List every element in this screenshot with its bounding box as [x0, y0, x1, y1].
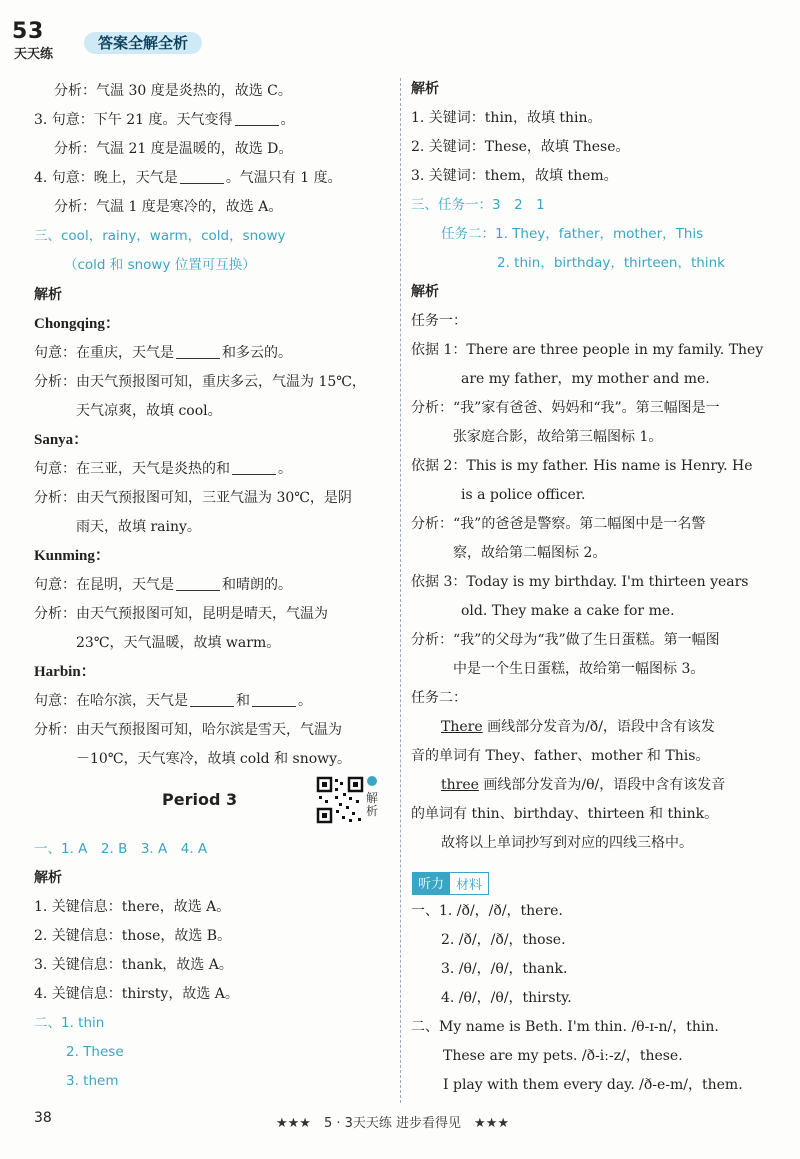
- qr-code[interactable]: [316, 776, 364, 824]
- svg-text:5: 5: [12, 19, 28, 44]
- answer-line: 2. thin，birthday，thirteen，think: [497, 255, 725, 271]
- text-line: 1. 关键信息：there，故选 A。: [34, 899, 231, 915]
- text-line: 句意：在重庆，天气是 和多云的。: [34, 345, 292, 361]
- answer-line: 2. These: [66, 1044, 124, 1060]
- answer-blank: [232, 460, 276, 475]
- logo: [8, 16, 82, 64]
- section-heading: 解析: [34, 870, 62, 886]
- city-heading: Kunming：: [34, 548, 110, 564]
- text-line: I play with them every day. /ð-e-m/，them.: [443, 1077, 743, 1093]
- text-line: 2. 关键信息：those，故选 B。: [34, 928, 232, 944]
- text-line: 分析：气温 21 度是温暖的，故选 D。: [54, 141, 293, 157]
- answer-blank: [235, 111, 279, 126]
- text-line: 故将以上单词抄写到对应的四线三格中。: [441, 835, 693, 851]
- text-line: 分析：气温 30 度是炎热的，故选 C。: [54, 83, 292, 99]
- text-line: 23℃，天气温暖，故填 warm。: [76, 635, 281, 651]
- text-line: 依据 1：There are three people in my family. They: [411, 342, 764, 358]
- column-divider: [400, 78, 401, 1103]
- answer-line: 三、任务一：3 2 1: [411, 197, 545, 213]
- text-line: 3. 关键词：them，故填 them。: [411, 168, 618, 184]
- text-line: 句意：在哈尔滨，天气是 和 。: [34, 693, 312, 709]
- text-line: 天气凉爽，故填 cool。: [76, 403, 222, 419]
- section-heading: 解析: [411, 284, 439, 300]
- text-line: are my father，my mother and me.: [461, 371, 710, 387]
- answer-blank: [180, 169, 224, 184]
- text-line: 雨天，故填 rainy。: [76, 519, 201, 535]
- answer-line: 3. them: [66, 1073, 119, 1089]
- play-icon: [367, 776, 377, 786]
- answer-line: 二、1. thin: [34, 1015, 105, 1031]
- text-line: 2. 关键词：These，故填 These。: [411, 139, 630, 155]
- text-line: 3. 句意：下午 21 度。天气变得 。: [34, 112, 295, 128]
- text-line: 张家庭合影，故给第三幅图标 1。: [453, 429, 663, 445]
- text-line: 任务一：: [411, 313, 467, 329]
- text-line: 句意：在昆明，天气是 和晴朗的。: [34, 577, 292, 593]
- text-line: 3. /θ/，/θ/，thank.: [441, 961, 568, 977]
- text-line: 2. /ð/，/ð/，those.: [441, 932, 566, 948]
- page-number: 38: [34, 1110, 52, 1126]
- answer-blank: [190, 692, 234, 707]
- footer-slogan: ★★★ 5 · 3天天练 进步看得见 ★★★: [276, 1116, 509, 1131]
- listening-material-tag: [412, 872, 489, 895]
- section-heading: 解析: [34, 287, 62, 303]
- city-heading: Chongqing：: [34, 316, 120, 332]
- text-line: 分析：由天气预报图可知，哈尔滨是雪天，气温为: [34, 722, 342, 738]
- text-line: －10℃，天气寒冷，故填 cold 和 snowy。: [76, 751, 352, 767]
- city-heading: Sanya：: [34, 432, 89, 448]
- text-line: 二、My name is Beth. I'm thin. /θ-ɪ-n/，thin.: [411, 1019, 719, 1035]
- answer-blank: [252, 692, 296, 707]
- tag-listening: 听力: [412, 872, 450, 895]
- text-line: old. They make a cake for me.: [461, 603, 675, 619]
- text-line: 分析：“我”家有爸爸、妈妈和“我”。第三幅图是一: [411, 400, 720, 416]
- tag-material: 材料: [450, 872, 489, 895]
- text-line: 依据 2：This is my father. His name is Henry. He: [411, 458, 753, 474]
- text-line: 的单词有 thin、birthday、thirteen 和 think。: [411, 806, 719, 822]
- answer-line: 任务二：1. They，father，mother，This: [441, 226, 704, 242]
- text-line: is a police officer.: [461, 487, 586, 503]
- answer-line: 三、cool，rainy，warm，cold，snowy: [34, 228, 286, 244]
- header-title: 答案全解全析: [84, 32, 202, 54]
- text-line: 中是一个生日蛋糕，故给第一幅图标 3。: [453, 661, 705, 677]
- text-line: 察，故给第二幅图标 2。: [453, 545, 607, 561]
- text-line: 一、1. /ð/，/ð/，there.: [411, 903, 563, 919]
- period-title: Period 3: [162, 790, 238, 809]
- text-line: 分析：由天气预报图可知，重庆多云，气温为 15℃，: [34, 374, 366, 390]
- text-line: 分析：气温 1 度是寒冷的，故选 A。: [54, 199, 283, 215]
- city-heading: Harbin：: [34, 664, 96, 680]
- text-line: 任务二：: [411, 690, 467, 706]
- text-line: 依据 3：Today is my birthday. I'm thirteen years: [411, 574, 749, 590]
- svg-text:天天练: 天天练: [14, 47, 54, 62]
- text-line: 4. 句意：晚上，天气是 。气温只有 1 度。: [34, 170, 342, 186]
- text-line: 分析：由天气预报图可知，昆明是晴天，气温为: [34, 606, 328, 622]
- text-line: These are my pets. /ð-iː-z/，these.: [443, 1048, 683, 1064]
- answer-blank: [176, 344, 220, 359]
- answer-line: 一、1. A 2. B 3. A 4. A: [34, 841, 208, 857]
- answer-note: （cold 和 snowy 位置可互换）: [64, 257, 256, 273]
- text-line: 4. 关键信息：thirsty，故选 A。: [34, 986, 239, 1002]
- text-line: There 画线部分发音为/ð/，语段中含有该发: [441, 719, 715, 735]
- text-line: 3. 关键信息：thank，故选 A。: [34, 957, 233, 973]
- text-line: 分析：由天气预报图可知，三亚气温为 30℃，是阴: [34, 490, 352, 506]
- text-line: 分析：“我”的父母为“我”做了生日蛋糕。第一幅图: [411, 632, 720, 648]
- text-line: three 画线部分发音为/θ/，语段中含有该发音: [441, 777, 726, 793]
- text-line: 1. 关键词：thin，故填 thin。: [411, 110, 602, 126]
- text-line: 4. /θ/，/θ/，thirsty.: [441, 990, 572, 1006]
- text-line: 分析：“我”的爸爸是警察。第二幅图中是一名警: [411, 516, 706, 532]
- qr-label: 解析: [366, 791, 379, 818]
- answer-blank: [176, 576, 220, 591]
- text-line: 音的单词有 They、father、mother 和 This。: [411, 748, 710, 764]
- text-line: 句意：在三亚，天气是炎热的和 。: [34, 461, 292, 477]
- section-heading: 解析: [411, 81, 439, 97]
- svg-text:3: 3: [28, 19, 44, 44]
